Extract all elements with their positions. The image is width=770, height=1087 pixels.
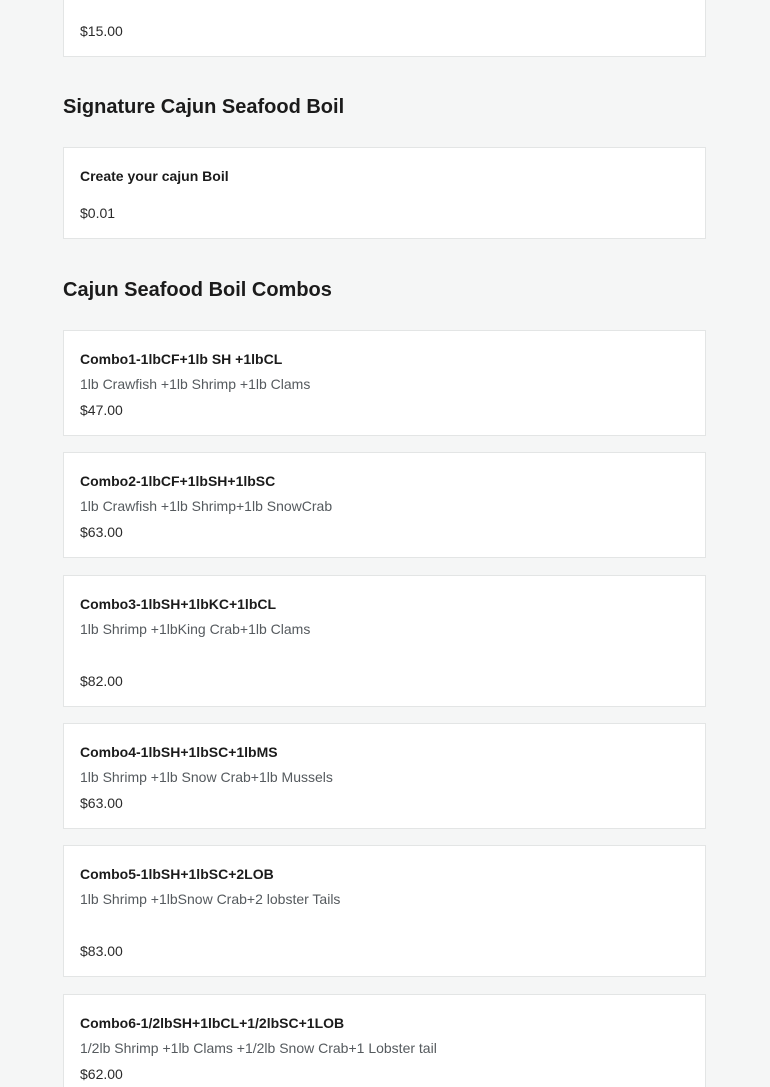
menu-item-card-top[interactable] [63,0,706,57]
item-price: $0.01 [80,205,116,221]
menu-item-combo3[interactable] [63,575,706,707]
item-price: $63.00 [80,524,123,540]
item-description: 1lb Shrimp +1lbKing Crab+1lb Clams [80,621,311,637]
item-name: Combo6-1/2lbSH+1lbCL+1/2lbSC+1LOB [80,1015,345,1031]
item-name: Combo3-1lbSH+1lbKC+1lbCL [80,596,277,612]
menu-item-combo2[interactable] [63,452,706,558]
item-description: 1lb Crawfish +1lb Shrimp +1lb Clams [80,376,311,392]
section-title-signature: Signature Cajun Seafood Boil [63,96,345,118]
item-description: 1lb Shrimp +1lb Snow Crab+1lb Mussels [80,769,333,785]
item-name: Combo1-1lbCF+1lb SH +1lbCL [80,351,283,367]
item-name: Combo5-1lbSH+1lbSC+2LOB [80,866,274,882]
menu-item-combo5[interactable] [63,845,706,977]
menu-item-create-cajun-boil[interactable] [63,147,706,239]
menu-item-combo4[interactable] [63,723,706,829]
item-price: $15.00 [80,23,123,39]
item-price: $83.00 [80,943,123,959]
item-description: 1lb Shrimp +1lbSnow Crab+2 lobster Tails [80,891,341,907]
section-title-combos: Cajun Seafood Boil Combos [63,279,332,301]
item-price: $47.00 [80,402,123,418]
item-price: $63.00 [80,795,123,811]
item-name: Create your cajun Boil [80,168,229,184]
item-name: Combo2-1lbCF+1lbSH+1lbSC [80,473,276,489]
menu-item-combo6[interactable] [63,994,706,1087]
item-price: $82.00 [80,673,123,689]
menu-item-combo1[interactable] [63,330,706,436]
item-price: $62.00 [80,1066,123,1082]
item-name: Combo4-1lbSH+1lbSC+1lbMS [80,744,278,760]
item-description: 1/2lb Shrimp +1lb Clams +1/2lb Snow Crab+1 Lobster tail [80,1040,437,1056]
item-description: 1lb Crawfish +1lb Shrimp+1lb SnowCrab [80,498,333,514]
